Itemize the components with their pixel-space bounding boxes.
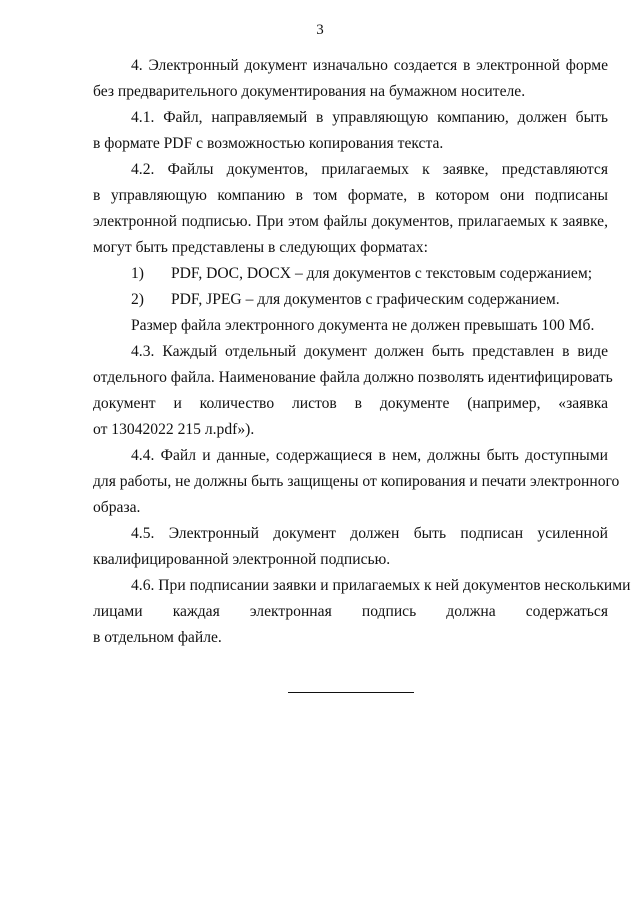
page-number: 3 bbox=[316, 22, 324, 38]
paragraph-4-2-line-1: 4.2. Файлы документов, прилагаемых к заявке, представляются bbox=[131, 161, 608, 178]
list-item-1-text: PDF, DOC, DOCX – для документов с текстовым содержанием; bbox=[171, 265, 593, 282]
paragraph-4-4-line-2: для работы, не должны быть защищены от копирования и печати электронного bbox=[93, 473, 620, 490]
list-item-2-number: 2) bbox=[131, 291, 144, 308]
paragraph-4-5-line-2: квалифицированной электронной подписью. bbox=[93, 551, 391, 568]
paragraph-4-3-line-3: документ и количество листов в документе (например, «заявка bbox=[93, 395, 608, 412]
paragraph-4-5-line-1: 4.5. Электронный документ должен быть подписан усиленной bbox=[131, 525, 608, 542]
paragraph-4-1-line-1: 4.1. Файл, направляемый в управляющую компанию, должен быть bbox=[131, 109, 608, 126]
paragraph-4-1-line-2: в формате PDF с возможностью копирования текста. bbox=[93, 135, 444, 152]
list-item-2-text: PDF, JPEG – для документов с графическим содержанием. bbox=[171, 291, 560, 308]
paragraph-4-3-line-1: 4.3. Каждый отдельный документ должен быть представлен в виде bbox=[131, 343, 608, 360]
paragraph-4-4-line-3: образа. bbox=[93, 499, 141, 516]
paragraph-4-line-2: без предварительного документирования на бумажном носителе. bbox=[93, 83, 526, 100]
file-size-note: Размер файла электронного документа не должен превышать 100 Мб. bbox=[131, 317, 595, 334]
paragraph-4-3-line-4: от 13042022 215 л.pdf»). bbox=[93, 421, 255, 438]
paragraph-4-6-line-2: лицами каждая электронная подпись должна содержаться bbox=[93, 603, 608, 620]
paragraph-4-4-line-1: 4.4. Файл и данные, содержащиеся в нем, должны быть доступными bbox=[131, 447, 608, 464]
paragraph-4-line-1: 4. Электронный документ изначально создается в электронной форме bbox=[131, 57, 608, 74]
closing-rule-divider bbox=[288, 692, 414, 693]
paragraph-4-2-line-2: в управляющую компанию в том формате, в котором они подписаны bbox=[93, 187, 608, 204]
paragraph-4-3-line-2: отдельного файла. Наименование файла должно позволять идентифицировать bbox=[93, 369, 613, 386]
paragraph-4-6-line-1: 4.6. При подписании заявки и прилагаемых к ней документов несколькими bbox=[131, 577, 631, 594]
paragraph-4-2-line-4: могут быть представлены в следующих форматах: bbox=[93, 239, 428, 256]
list-item-1-number: 1) bbox=[131, 265, 144, 282]
paragraph-4-2-line-3: электронной подписью. При этом файлы документов, прилагаемых к заявке, bbox=[93, 213, 608, 230]
paragraph-4-6-line-3: в отдельном файле. bbox=[93, 629, 222, 646]
